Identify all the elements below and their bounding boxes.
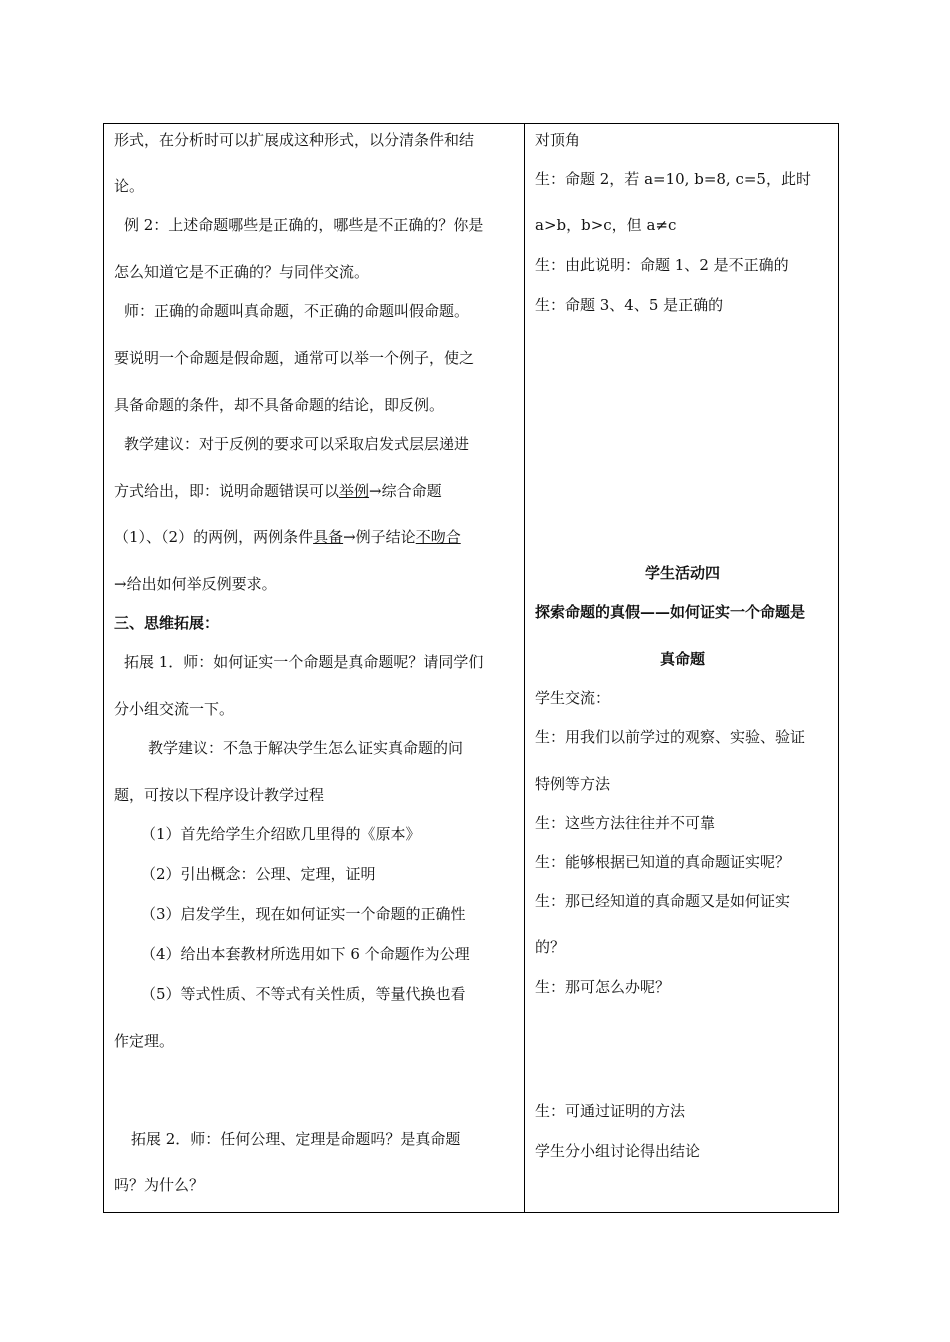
student-line: 学生交流： [535, 689, 611, 707]
extension-1-line: 拓展 1．师：如何证实一个命题是真命题呢？请同学们 [124, 653, 484, 671]
paragraph-line [114, 527, 461, 547]
activity-title: 真命题 [659, 650, 705, 668]
paragraph-line: 怎么知道它是不正确的？与同伴交流。 [114, 263, 370, 281]
paragraph-line: 论。 [114, 177, 145, 195]
text-span: 方式给出，即：说明命题错误可以 [114, 482, 340, 500]
student-line: 生：可通过证明的方法 [535, 1102, 686, 1120]
student-line: 生：这些方法往往并不可靠 [535, 814, 716, 832]
list-item: （5）等式性质、不等式有关性质，等量代换也看 [141, 985, 466, 1003]
student-line: a>b，b>c，但 a≠c [535, 216, 677, 234]
teaching-suggestion-line: 教学建议：对于反例的要求可以采取启发式层层递进 [124, 435, 470, 453]
student-line: 特例等方法 [535, 775, 611, 793]
list-item: （1）首先给学生介绍欧几里得的《原本》 [141, 825, 421, 843]
underlined-text: 举例 [339, 482, 370, 500]
student-line: 生：能够根据已知道的真命题证实呢？ [535, 853, 791, 871]
student-line: 学生分小组讨论得出结论 [535, 1142, 701, 1160]
list-item: （3）启发学生，现在如何证实一个命题的正确性 [141, 905, 466, 923]
student-line: 生：那可怎么办呢？ [535, 978, 671, 996]
text-span: （1）、（2）的两例，两例条件 [114, 528, 314, 546]
student-line: 生：那已经知道的真命题又是如何证实 [535, 892, 791, 910]
student-line: 生：用我们以前学过的观察、实验、验证 [535, 728, 806, 746]
student-line: 对顶角 [535, 131, 581, 149]
student-line: 的？ [535, 938, 566, 956]
student-line: 生：命题 3、4、5 是正确的 [535, 296, 724, 314]
paragraph-line: 分小组交流一下。 [114, 700, 235, 718]
activity-title: 探索命题的真假——如何证实一个命题是 [535, 603, 806, 621]
list-item: （4）给出本套教材所选用如下 6 个命题作为公理 [141, 945, 470, 963]
activity-heading: 学生活动四 [644, 564, 720, 582]
list-item: （2）引出概念：公理、定理，证明 [141, 865, 376, 883]
lesson-table [103, 123, 839, 1213]
paragraph-line [114, 481, 442, 501]
section-heading: 三、思维拓展： [114, 614, 220, 632]
example-2-line: 例 2：上述命题哪些是正确的，哪些是不正确的？你是 [124, 216, 484, 234]
teaching-suggestion-line: 教学建议：不急于解决学生怎么证实真命题的问 [148, 739, 464, 757]
paragraph-line: 作定理。 [114, 1032, 175, 1050]
student-line: 生：由此说明：命题 1、2 是不正确的 [535, 256, 789, 274]
column-divider [524, 124, 525, 1212]
paragraph-line: 要说明一个命题是假命题，通常可以举一个例子，使之 [114, 349, 475, 367]
paragraph-line: 吗？为什么？ [114, 1176, 205, 1194]
paragraph-line: 形式，在分析时可以扩展成这种形式，以分清条件和结 [114, 131, 475, 149]
paragraph-line: →给出如何举反例要求。 [114, 575, 277, 593]
text-span: →例子结论 [343, 528, 416, 546]
underlined-text: 具备 [313, 528, 344, 546]
underlined-text: 不吻合 [415, 528, 461, 546]
paragraph-line: 题，可按以下程序设计教学过程 [114, 786, 325, 804]
text-span: →综合命题 [369, 482, 442, 500]
teacher-line: 师：正确的命题叫真命题，不正确的命题叫假命题。 [124, 302, 470, 320]
student-line: 生：命题 2，若 a=10, b=8, c=5，此时 [535, 170, 811, 188]
paragraph-line: 具备命题的条件，却不具备命题的结论，即反例。 [114, 396, 445, 414]
extension-2-line: 拓展 2．师：任何公理、定理是命题吗？是真命题 [131, 1130, 461, 1148]
